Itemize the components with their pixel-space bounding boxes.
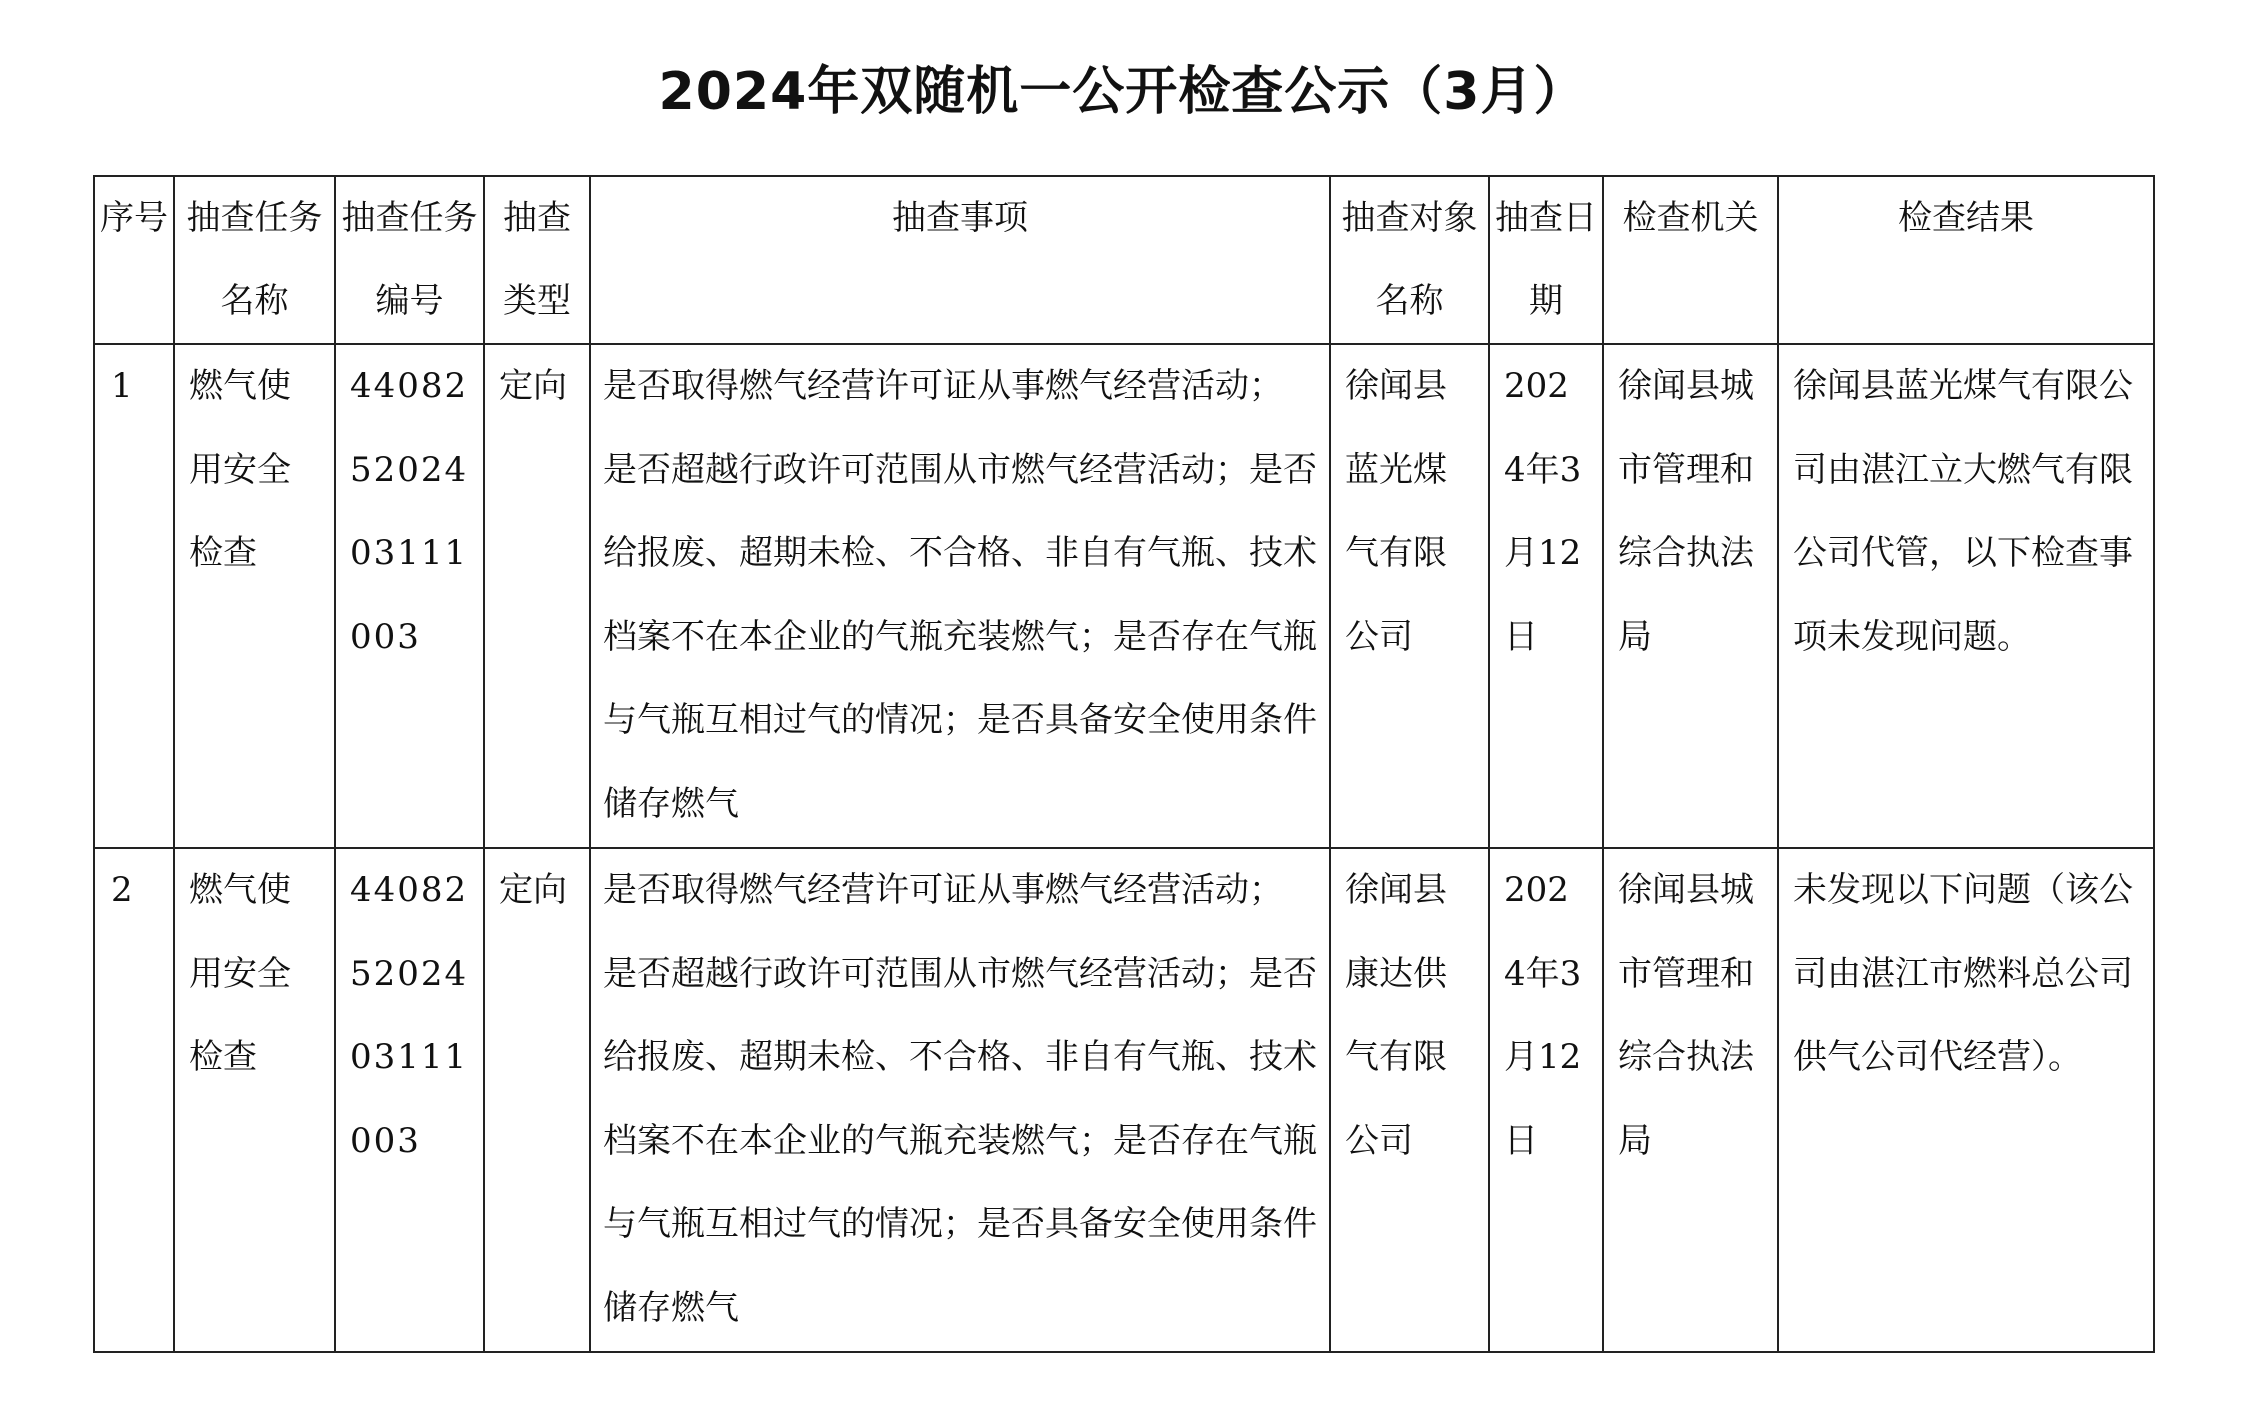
cell-result: 徐闻县蓝光煤气有限公司由湛江立大燃气有限公司代管，以下检查事项未发现问题。 xyxy=(1778,344,2154,848)
cell-authority: 徐闻县城市管理和综合执法局 xyxy=(1603,344,1778,848)
inspection-table xyxy=(93,175,2155,1353)
cell-target: 徐闻县蓝光煤气有限公司 xyxy=(1330,344,1489,848)
header-type: 抽查类型 xyxy=(484,176,590,344)
table-header-row xyxy=(94,176,2154,344)
cell-type: 定向 xyxy=(484,848,590,1352)
header-result: 检查结果 xyxy=(1778,176,2154,344)
cell-items: 是否取得燃气经营许可证从事燃气经营活动； 是否超越行政许可范围从市燃气经营活动；是否给报废、超期未检、不合格、非自有气瓶、技术档案不在本企业的气瓶充装燃气；是否存在气瓶与气瓶互相过气的情况；是否具备安全使用条件储存燃气 xyxy=(590,848,1330,1352)
cell-type: 定向 xyxy=(484,344,590,848)
cell-authority: 徐闻县城市管理和综合执法局 xyxy=(1603,848,1778,1352)
cell-date: 2024年3月12日 xyxy=(1489,848,1603,1352)
cell-seq: 1 xyxy=(94,344,174,848)
cell-date: 2024年3月12日 xyxy=(1489,344,1603,848)
cell-result: 未发现以下问题（该公司由湛江市燃料总公司供气公司代经营）。 xyxy=(1778,848,2154,1352)
cell-task-name: 燃气使用安全检查 xyxy=(174,848,335,1352)
header-authority: 检查机关 xyxy=(1603,176,1778,344)
header-task-name: 抽查任务名称 xyxy=(174,176,335,344)
header-seq: 序号 xyxy=(94,176,174,344)
cell-task-no: 440825202403111003 xyxy=(335,344,484,848)
header-task-no: 抽查任务编号 xyxy=(335,176,484,344)
header-items: 抽查事项 xyxy=(590,176,1330,344)
header-date: 抽查日期 xyxy=(1489,176,1603,344)
page-title: 2024年双随机一公开检查公示（3月） xyxy=(658,62,1587,122)
cell-task-name: 燃气使用安全检查 xyxy=(174,344,335,848)
cell-items: 是否取得燃气经营许可证从事燃气经营活动； 是否超越行政许可范围从市燃气经营活动；是否给报废、超期未检、不合格、非自有气瓶、技术档案不在本企业的气瓶充装燃气；是否存在气瓶与气瓶互相过气的情况；是否具备安全使用条件储存燃气 xyxy=(590,344,1330,848)
cell-task-no: 440825202403111003 xyxy=(335,848,484,1352)
header-target: 抽查对象名称 xyxy=(1330,176,1489,344)
table-row xyxy=(94,344,2154,848)
cell-seq: 2 xyxy=(94,848,174,1352)
cell-target: 徐闻县康达供气有限公司 xyxy=(1330,848,1489,1352)
table-row xyxy=(94,848,2154,1352)
